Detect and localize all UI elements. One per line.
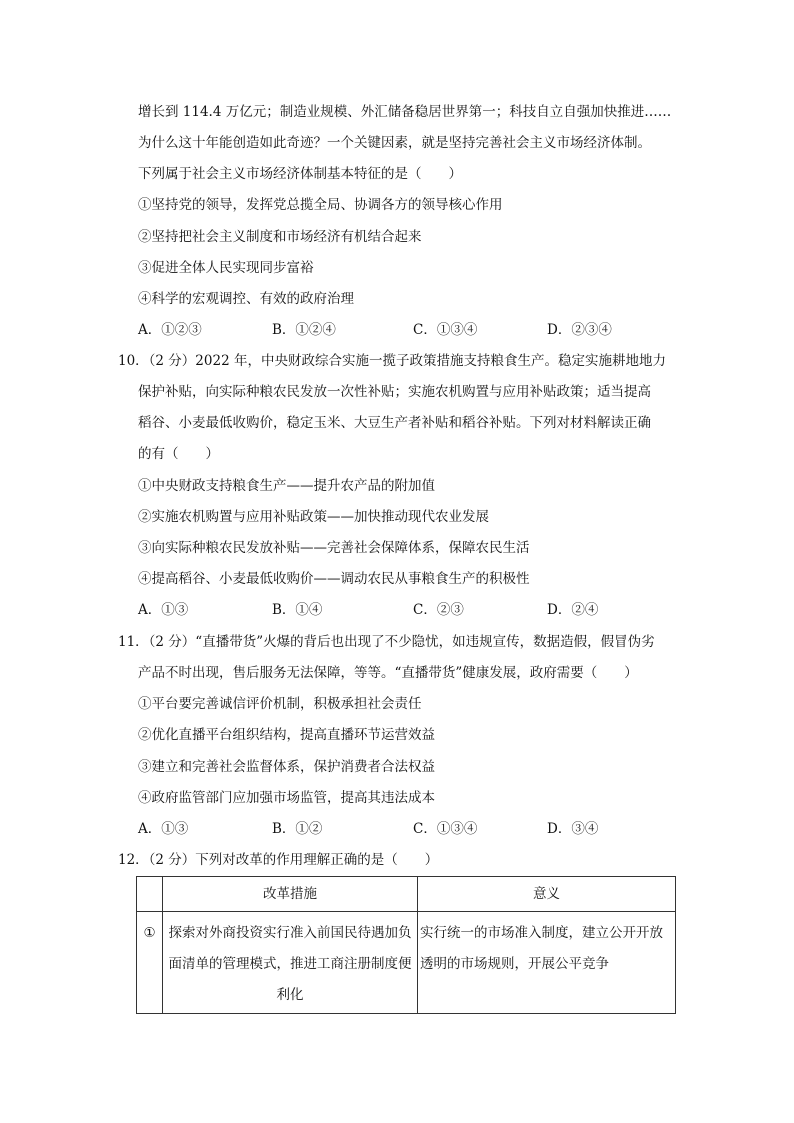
- q12-stem: 12．（2 分）下列对改革的作用理解正确的是（ ）: [118, 852, 439, 868]
- table-cell-meaning: 实行统一的市场准入制度，建立公开开放透明的市场规则，开展公平竞争: [418, 912, 676, 1014]
- q9-option-c[interactable]: C．①③④: [413, 322, 478, 338]
- q10-statement: ④提高稻谷、小麦最低收购价——调动农民从事粮食生产的积极性: [138, 571, 530, 587]
- q11-stem-line: 产品不时出现，售后服务无法保障，等等。“直播带货”健康发展，政府需要（ ）: [138, 665, 638, 681]
- q10-option-c[interactable]: C．②③: [413, 602, 464, 618]
- q11-option-a[interactable]: A．①③: [138, 821, 189, 837]
- table-row: [137, 912, 676, 1014]
- table-header-meaning: 意义: [418, 877, 676, 912]
- table-header-num: [137, 877, 163, 912]
- q11-option-d[interactable]: D．③④: [547, 821, 599, 837]
- q9-line: 增长到 114.4 万亿元；制造业规模、外汇储备稳居世界第一；科技自立自强加快推进……: [138, 104, 672, 120]
- q10-option-d[interactable]: D．②④: [547, 602, 599, 618]
- table-cell-num: ①: [137, 912, 163, 1014]
- q10-statement: ①中央财政支持粮食生产——提升农产品的附加值: [138, 478, 435, 494]
- q9-option-a[interactable]: A．①②③: [138, 322, 202, 338]
- q11-statement: ①平台要完善诚信评价机制，积极承担社会责任: [138, 696, 422, 712]
- q9-option-b[interactable]: B．①②④: [272, 322, 336, 338]
- q9-option-d[interactable]: D．②③④: [547, 322, 612, 338]
- q9-line: 下列属于社会主义市场经济体制基本特征的是（ ）: [138, 166, 462, 182]
- q9-line: 为什么这十年能创造如此奇迹？一个关键因素，就是坚持完善社会主义市场经济体制。: [138, 135, 651, 151]
- q9-statement: ②坚持把社会主义制度和市场经济有机结合起来: [138, 229, 422, 245]
- reform-table: [136, 876, 676, 1014]
- q9-statement: ④科学的宏观调控、有效的政府治理: [138, 291, 354, 307]
- q10-statement: ③向实际种粮农民发放补贴——完善社会保障体系，保障农民生活: [138, 540, 530, 556]
- table-header-row: [137, 877, 676, 912]
- table-cell-measure: 探索对外商投资实行准入前国民待遇加负面清单的管理模式，推进工商注册制度便利化: [163, 912, 418, 1014]
- q11-statement: ③建立和完善社会监督体系，保护消费者合法权益: [138, 759, 435, 775]
- q11-option-c[interactable]: C．①③④: [413, 821, 478, 837]
- table-header-measure: 改革措施: [163, 877, 418, 912]
- q10-stem-line: 的有（ ）: [138, 446, 219, 462]
- q11-option-b[interactable]: B．①②: [272, 821, 323, 837]
- q11-statement: ②优化直播平台组织结构，提高直播环节运营效益: [138, 727, 435, 743]
- q11-statement: ④政府监管部门应加强市场监管，提高其违法成本: [138, 790, 435, 806]
- q10-statement: ②实施农机购置与应用补贴政策——加快推动现代农业发展: [138, 509, 489, 525]
- q10-option-a[interactable]: A．①③: [138, 602, 189, 618]
- q10-stem-line: 保护补贴，向实际种粮农民发放一次性补贴；实施农机购置与应用补贴政策；适当提高: [138, 384, 651, 400]
- q11-stem-line: 11．（2 分）“直播带货”火爆的背后也出现了不少隐忧，如违规宣传，数据造假，假冒伪劣: [118, 634, 655, 650]
- q10-option-b[interactable]: B．①④: [272, 602, 323, 618]
- q9-statement: ③促进全体人民实现同步富裕: [138, 260, 314, 276]
- q10-stem-line: 10．（2 分）2022 年，中央财政综合实施一揽子政策措施支持粮食生产。稳定实施耕地地力: [118, 353, 666, 369]
- q10-stem-line: 稻谷、小麦最低收购价，稳定玉米、大豆生产者补贴和稻谷补贴。下列对材料解读正确: [138, 415, 651, 431]
- q9-statement: ①坚持党的领导，发挥党总揽全局、协调各方的领导核心作用: [138, 197, 503, 213]
